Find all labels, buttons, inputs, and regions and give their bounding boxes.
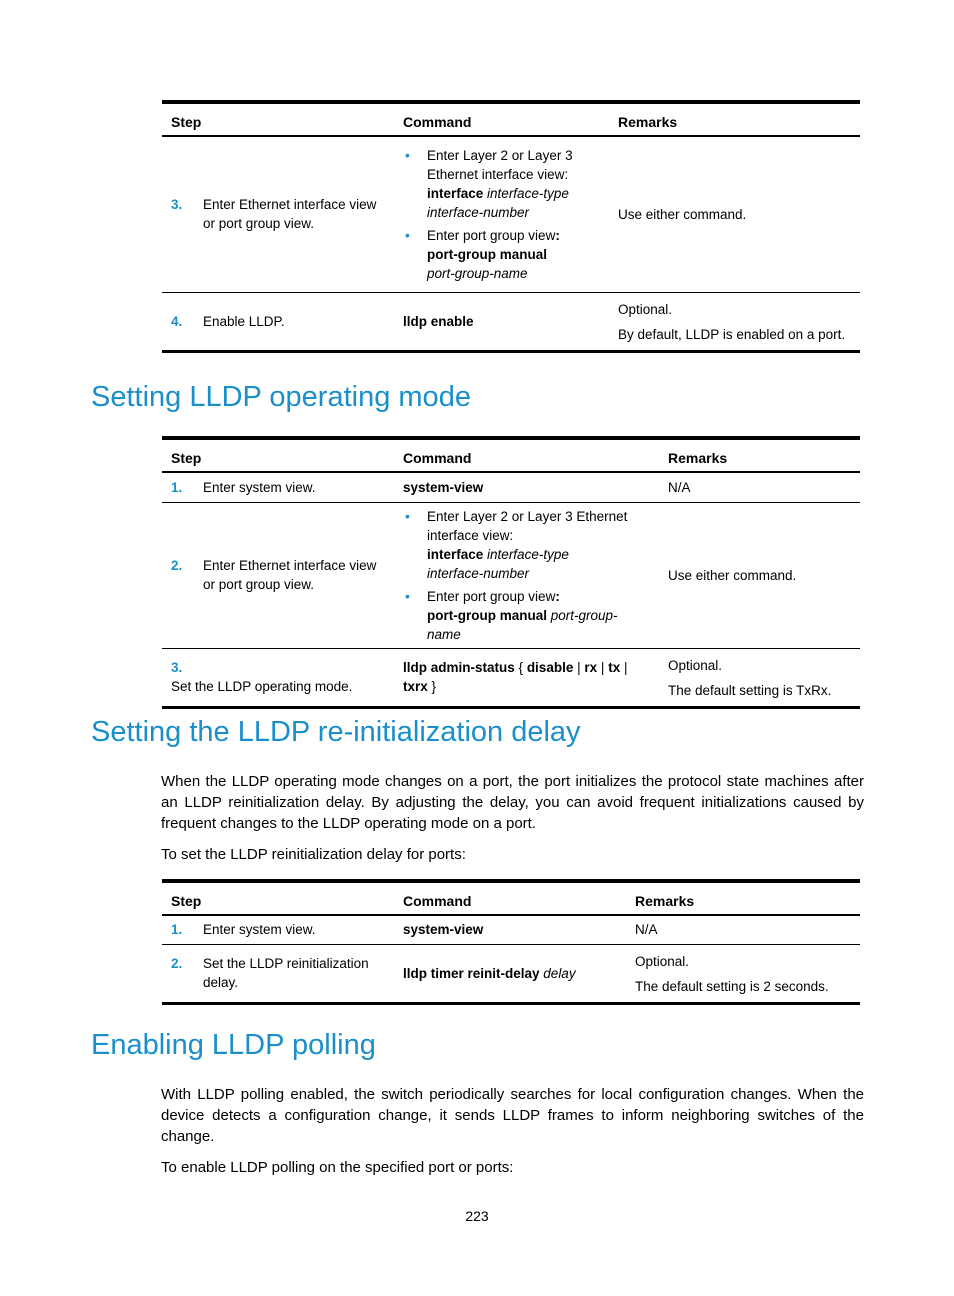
command-option: txrx xyxy=(403,679,428,694)
step-text: Set the LLDP operating mode. xyxy=(171,679,353,694)
step-number: 4. xyxy=(171,313,183,329)
command-keyword: interface xyxy=(427,546,484,562)
header-command: Command xyxy=(403,450,472,466)
remark-line: Optional. xyxy=(668,657,723,673)
header-command: Command xyxy=(403,893,472,909)
list-item xyxy=(403,587,651,644)
step-number: 2. xyxy=(171,956,183,971)
command-option: rx xyxy=(584,660,598,675)
table-reinit-delay xyxy=(162,879,860,1005)
command-argument: interface-type xyxy=(487,546,569,562)
step-cell xyxy=(162,292,394,351)
remark-line: Optional. xyxy=(635,953,690,969)
command-description: Enter port group view xyxy=(427,588,556,604)
command-keyword: port-group manual xyxy=(427,246,547,262)
command-description: Enter Layer 2 or Layer 3 Ethernet interface view: xyxy=(427,508,628,543)
command-keyword: interface xyxy=(427,185,484,201)
table-header-row xyxy=(162,438,860,472)
step-text: Enter system view. xyxy=(203,479,316,495)
step-cell xyxy=(162,136,394,292)
remark-line: The default setting is 2 seconds. xyxy=(635,978,829,994)
command-cell xyxy=(394,472,659,502)
step-text: Enter system view. xyxy=(203,922,316,938)
command-argument: port-group-name xyxy=(427,607,618,642)
step-text: Enter Ethernet interface view or port group view. xyxy=(203,197,377,232)
header-step: Step xyxy=(171,450,202,466)
remarks-cell xyxy=(626,944,860,1003)
table-row xyxy=(162,292,860,351)
colon: : xyxy=(555,588,560,604)
step-cell xyxy=(162,944,394,1003)
table-row xyxy=(162,944,860,1003)
page-number: 223 xyxy=(465,1208,489,1224)
command-cell xyxy=(394,915,626,944)
separator: | xyxy=(600,660,605,675)
command-keyword: lldp timer reinit-delay xyxy=(403,965,540,981)
remarks-cell: N/A xyxy=(668,479,691,495)
brace-close: } xyxy=(431,679,437,694)
remark-line: The default setting is TxRx. xyxy=(668,682,832,698)
step-cell xyxy=(162,502,394,648)
list-item xyxy=(403,146,601,222)
step-cell xyxy=(162,648,394,707)
header-step: Step xyxy=(171,893,202,909)
command-argument: interface-type xyxy=(487,185,569,201)
command-description: Enter Layer 2 or Layer 3 Ethernet interface view: xyxy=(427,147,573,182)
command-argument: interface-number xyxy=(427,565,530,581)
remarks-cell xyxy=(609,292,860,351)
step-number: 2. xyxy=(171,558,183,573)
table-header-row xyxy=(162,102,860,136)
step-number: 1. xyxy=(171,922,183,938)
header-step: Step xyxy=(171,114,202,130)
command-keyword: port-group manual xyxy=(427,607,547,623)
command-cell xyxy=(394,502,659,648)
command-keyword: system-view xyxy=(403,479,484,495)
paragraph: To enable LLDP polling on the specified port or ports: xyxy=(161,1159,514,1176)
table-row xyxy=(162,648,860,707)
command-argument: port-group-name xyxy=(427,265,528,281)
command-option: disable xyxy=(526,660,574,675)
command-argument: delay xyxy=(543,965,576,981)
table-operating-mode xyxy=(162,436,860,709)
header-remarks: Remarks xyxy=(635,893,695,909)
command-argument: interface-number xyxy=(427,204,530,220)
command-option: tx xyxy=(608,660,621,675)
step-text: Enter Ethernet interface view or port group view. xyxy=(203,558,377,592)
step-number: 3. xyxy=(171,660,183,675)
table-row xyxy=(162,915,860,944)
command-cell xyxy=(394,136,609,292)
paragraph: With LLDP polling enabled, the switch periodically searches for local configuration changes. When the device detects a configuration change, it sends LLDP frames to inform neighboring switches of the change. xyxy=(161,1086,864,1145)
list-item xyxy=(403,226,601,283)
remarks-cell: Use either command. xyxy=(668,567,797,583)
section-heading: Enabling LLDP polling xyxy=(91,1029,376,1061)
separator: | xyxy=(577,660,581,675)
section-heading: Setting the LLDP re-initialization delay xyxy=(91,716,581,748)
paragraph: To set the LLDP reinitialization delay for ports: xyxy=(161,846,466,863)
command-keyword: system-view xyxy=(403,922,484,938)
step-text: Enable LLDP. xyxy=(203,313,285,329)
command-cell xyxy=(394,292,609,351)
remarks-cell: Use either command. xyxy=(618,206,747,222)
colon: : xyxy=(555,227,560,243)
command-cell xyxy=(394,944,626,1003)
remarks-cell: N/A xyxy=(635,922,658,938)
step-text: Set the LLDP reinitialization delay. xyxy=(203,956,369,990)
section-heading: Setting LLDP operating mode xyxy=(91,381,471,413)
table-row xyxy=(162,502,860,648)
header-command: Command xyxy=(403,114,472,130)
step-cell xyxy=(162,915,394,944)
step-cell xyxy=(162,472,394,502)
step-number: 1. xyxy=(171,479,183,495)
command-cell xyxy=(394,648,659,707)
command-keyword: lldp admin-status xyxy=(403,660,515,675)
header-remarks: Remarks xyxy=(668,450,728,466)
remarks-cell xyxy=(659,648,860,707)
table-header-row xyxy=(162,881,860,915)
step-number: 3. xyxy=(171,197,183,213)
header-remarks: Remarks xyxy=(618,114,678,130)
separator: | xyxy=(623,660,628,675)
remark-line: By default, LLDP is enabled on a port. xyxy=(618,326,846,342)
table-row xyxy=(162,472,860,502)
remark-line: Optional. xyxy=(618,301,673,317)
table-row xyxy=(162,136,860,292)
brace-open: { xyxy=(518,660,524,675)
table-enable-lldp xyxy=(162,100,860,353)
list-item xyxy=(403,507,651,583)
command-keyword: lldp enable xyxy=(403,313,474,329)
command-description: Enter port group view xyxy=(427,227,556,243)
paragraph: When the LLDP operating mode changes on a port, the port initializes the protocol state machines after an LLDP reinitialization delay. By adjusting the delay, you can avoid frequent initializations caused by frequent changes to the LLDP operating mode on a port. xyxy=(161,773,864,832)
